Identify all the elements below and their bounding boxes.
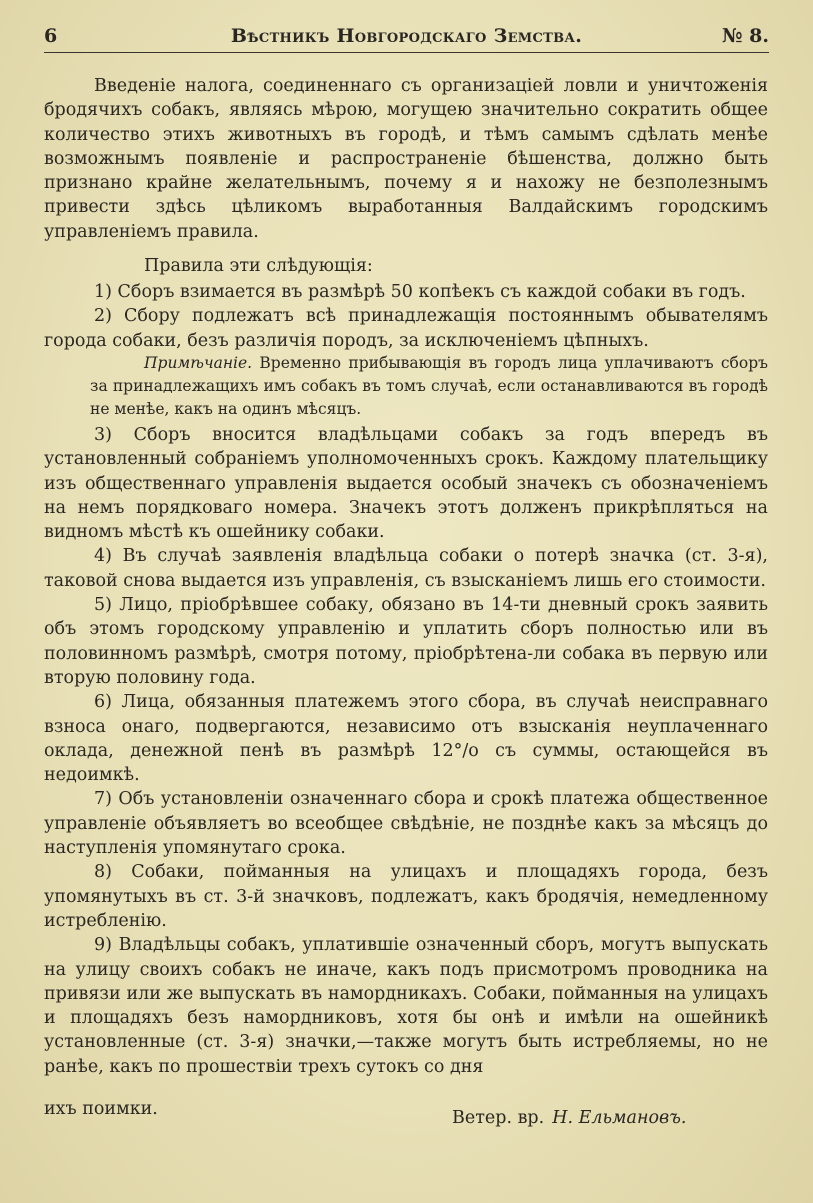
rule-paragraph: 8) Собаки, пойманныя на улицахъ и площадяхъ города, безъ упомянутыхъ въ ст. 3-й значковъ, подлежатъ, какъ бродячія, немедленному истребленію.: [44, 862, 768, 931]
closing-line: ихъ поимки.: [44, 1099, 158, 1119]
intro-section: [44, 74, 768, 244]
signature-name: Н. Ельмановъ.: [552, 1108, 687, 1128]
journal-title: Вѣстникъ Новгородскаго Земства.: [230, 25, 583, 47]
note-label: Примѣчаніе.: [144, 354, 253, 372]
intro-paragraph: Введеніе налога, соединеннаго съ организаціей ловли и уничтоженія бродячихъ собакъ, являясь мѣрою, могущею значительно сократить общее количество этихъ животныхъ въ городѣ, и тѣмъ самымъ сдѣлать менѣе возможнымъ появленіе и распространеніе бѣшенства, должно быть признано крайне желательнымъ, почему я и нахожу не безполезнымъ привести здѣсь цѣликомъ выработанныя Валдайскимъ городскимъ управленіемъ правила.: [44, 76, 768, 242]
page-header: [44, 22, 769, 50]
note-block: [90, 352, 768, 421]
rules-section-1: [44, 280, 768, 353]
rule-paragraph: 4) Въ случаѣ заявленія владѣльца собаки о потерѣ значка (ст. 3-я), таковой снова выдается изъ управленія, съ взысканіемъ лишь его стоимости.: [44, 546, 768, 591]
rule-paragraph: 9) Владѣльцы собакъ, уплатившіе означенный сборъ, могутъ выпускать на улицу своихъ собакъ не иначе, какъ подъ присмотромъ проводника на привязи или же выпускать въ намордникахъ. Собаки, пойманныя на улицахъ и площадяхъ безъ намордниковъ, хотя бы онѣ и имѣли на ошейникѣ установленные (ст. 3-я) значки,—также могутъ быть истребляемы, но не ранѣе, какъ по прошествіи трехъ сутокъ со дня: [44, 935, 768, 1077]
page-number: 6: [44, 25, 58, 47]
note-paragraph: [90, 352, 768, 421]
signature-title: Ветер. вр.: [452, 1108, 545, 1128]
rules-heading: Правила эти слѣдующія:: [144, 256, 373, 276]
issue-number: № 8.: [721, 25, 769, 47]
rule-paragraph: 1) Сборъ взимается въ размѣрѣ 50 копѣекъ съ каждой собаки въ годъ.: [94, 282, 746, 302]
rules-section-2: [44, 423, 768, 1079]
rule-paragraph: 2) Сбору подлежатъ всѣ принадлежащія постояннымъ обывателямъ города собаки, безъ различія породъ, за исключеніемъ цѣпныхъ.: [44, 306, 768, 351]
rule-paragraph: 7) Объ установленіи означеннаго сбора и срокѣ платежа общественное управленіе объявляетъ во всеобщее свѣдѣніе, не позднѣе какъ за мѣсяцъ до наступленія упомянутаго срока.: [44, 789, 768, 859]
rule-paragraph: 6) Лица, обязанныя платежемъ этого сбора, въ случаѣ неисправнаго взноса онаго, подвергаются, независимо отъ взысканія неуплаченнаго оклада, денежной пенѣ въ размѣрѣ 12°/o съ суммы, остающейся въ недоимкѣ.: [44, 692, 768, 786]
header-divider: [44, 52, 769, 53]
rule-paragraph: 5) Лицо, пріобрѣвшее собаку, обязано въ 14-ти дневный срокъ заявить объ этомъ городскому управленію и уплатить сборъ полностью или въ половинномъ размѣрѣ, смотря потому, пріобрѣтена-ли собака въ первую или вторую половину года.: [44, 595, 768, 688]
rule-paragraph: 3) Сборъ вносится владѣльцами собакъ за годъ впередъ въ установленный собраніемъ уполномоченныхъ срокъ. Каждому плательщику изъ общественнаго управленія выдается особый значекъ съ обозначеніемъ на немъ порядковаго номера. Значекъ этотъ долженъ прикрѣпляться на видномъ мѣстѣ къ ошейнику собаки.: [44, 425, 768, 543]
signature: [452, 1106, 686, 1130]
note-text: Временно прибывающія въ городъ лица уплачиваютъ сборъ за принадлежащихъ имъ собакъ въ томъ случаѣ, если останавливаются въ городѣ не менѣе, какъ на одинъ мѣсяцъ.: [90, 354, 769, 418]
